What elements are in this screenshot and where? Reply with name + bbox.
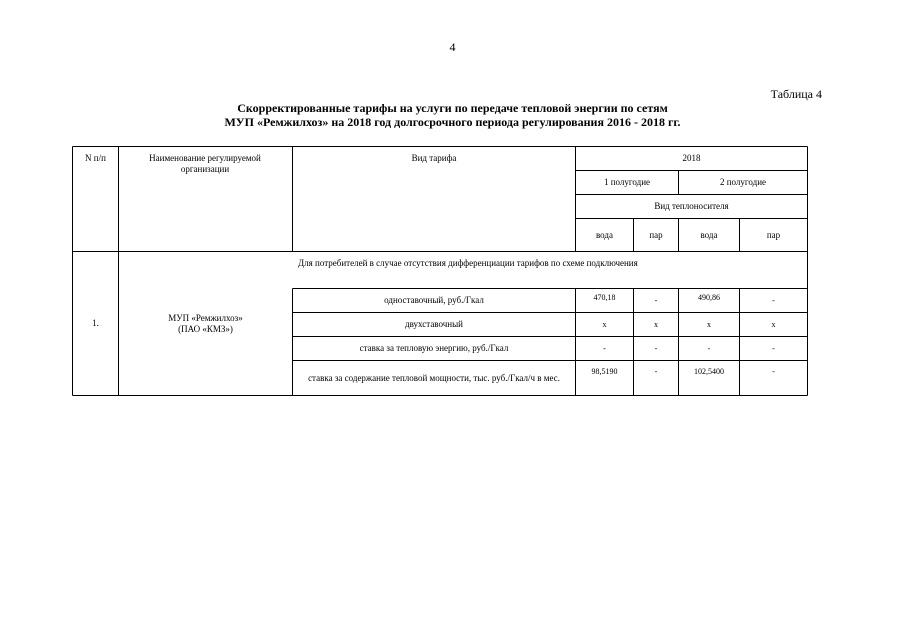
tariff-label: ставка за содержание тепловой мощности, тыс. руб./Гкал/ч в мес. [308,372,560,383]
header-tariff-type: Вид тарифа [411,153,457,163]
table-cell: 490,86 [698,293,720,302]
table-cell: - [654,296,658,305]
table-cell: - [772,344,775,353]
table-cell: 470,18 [593,293,616,302]
header-water-2: вода [700,229,718,240]
header-org: Наименование регулируемой организации [149,153,261,174]
table-cell: x [771,320,776,329]
header-num: N п/п [85,153,106,163]
header-steam-1: пар [649,229,663,240]
table-cell: - [707,344,711,353]
page-number: 4 [449,40,456,54]
table-cell: - [772,296,775,305]
document-title [0,101,905,129]
table-cell: 98,5190 [591,367,618,376]
tariff-label: ставка за тепловую энергию, руб./Гкал [359,343,509,353]
org-name-line-1: МУП «Ремжилхоз» [168,312,243,323]
table-cell: - [772,367,775,376]
header-water-1: вода [595,229,613,240]
table-cell: x [654,320,658,329]
header-carrier: Вид теплоносителя [654,201,729,211]
table-cell: - [654,367,658,376]
title-line-2: МУП «Ремжилхоз» на 2018 год долгосрочного периода регулирования 2016 - 2018 гг. [224,115,681,129]
table-cell: - [603,344,606,353]
table-cell: 102,5400 [694,367,724,376]
table-caption: Таблица 4 [770,87,822,101]
header-year: 2018 [682,153,701,163]
table-cell: x [707,320,711,329]
section-note: Для потребителей в случае отсутствия дифференциации тарифов по схеме подключения [298,258,638,268]
header-half-1: 1 полугодие [603,177,651,187]
org-name [119,252,292,395]
header-half-2: 2 полугодие [719,177,767,187]
tariff-label: двухставочный [405,319,463,329]
table-cell: - [654,344,658,353]
header-steam-2: пар [766,229,781,240]
row-number: 1. [92,318,99,328]
title-line-1: Скорректированные тарифы на услуги по передаче тепловой энергии по сетям [237,101,668,115]
table-cell: x [602,320,607,329]
org-name-line-2: (ПАО «КМЗ») [178,323,233,334]
tariff-label: одноставочный, руб./Гкал [384,295,484,305]
